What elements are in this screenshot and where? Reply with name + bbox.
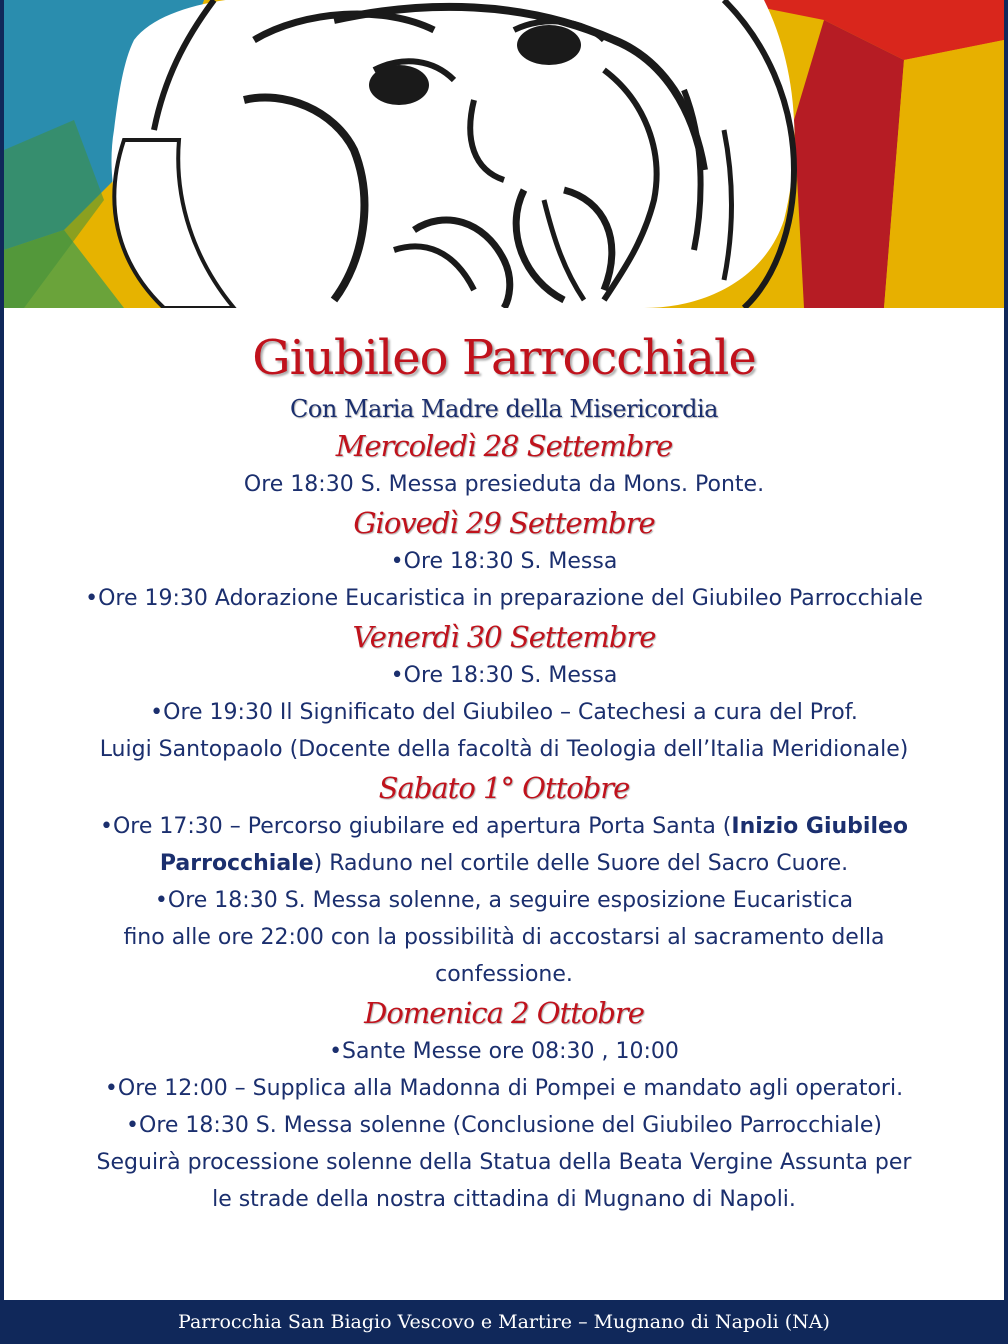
schedule-line: fino alle ore 22:00 con la possibilità di accostarsi al sacramento della [123,925,885,950]
schedule-line: •Ore 19:30 Adorazione Eucaristica in preparazione del Giubileo Parrocchiale [85,586,923,611]
day-heading: Domenica 2 Ottobre [364,996,644,1030]
day-sunday [4,993,1004,1218]
day-wednesday [4,426,1004,503]
day-friday [4,617,1004,768]
schedule-line: •Ore 19:30 Il Significato del Giubileo – Catechesi a cura del Prof. [150,700,858,725]
program [4,308,1004,1300]
schedule-text: •Ore 17:30 – Percorso giubilare ed apertura Porta Santa ( [99,814,732,839]
schedule-line: Ore 18:30 S. Messa presieduta da Mons. Ponte. [243,472,765,497]
schedule-line: Luigi Santopaolo (Docente della facoltà di Teologia dell’Italia Meridionale) [99,737,909,762]
day-heading: Giovedì 29 Settembre [353,506,655,540]
schedule-line: le strade della nostra cittadina di Mugnano di Napoli. [212,1187,796,1212]
schedule-emphasis: Parrocchiale [159,851,314,876]
schedule-text: ) Raduno nel cortile delle Suore del Sacro Cuore. [313,851,849,876]
schedule-line: •Ore 18:30 S. Messa solenne (Conclusione del Giubileo Parrocchiale) [126,1113,882,1138]
day-heading: Sabato 1° Ottobre [378,771,630,805]
day-thursday [4,503,1004,617]
schedule-emphasis: Inizio Giubileo [731,814,909,839]
day-heading: Venerdì 30 Settembre [352,620,656,654]
schedule-line [4,808,1004,845]
schedule-line: •Ore 18:30 S. Messa [390,663,618,688]
day-saturday [4,768,1004,993]
schedule-line: •Ore 18:30 S. Messa [390,549,618,574]
schedule-line: •Sante Messe ore 08:30 , 10:00 [329,1039,679,1064]
page-title: Giubileo Parrocchiale [252,330,756,386]
schedule-line: •Ore 12:00 – Supplica alla Madonna di Pompei e mandato agli operatori. [104,1076,904,1101]
schedule-line: Seguirà processione solenne della Statua della Beata Vergine Assunta per [96,1150,912,1175]
schedule-line [4,845,1004,882]
schedule-line: confessione. [435,962,573,987]
day-heading: Mercoledì 28 Settembre [335,429,673,463]
parish-footer: Parrocchia San Biagio Vescovo e Martire – Mugnano di Napoli (NA) [4,1300,1004,1344]
jubilee-logo-artwork [4,0,1004,308]
schedule-line: •Ore 18:30 S. Messa solenne, a seguire esposizione Eucaristica [154,888,854,913]
page-subtitle: Con Maria Madre della Misericordia [290,395,718,423]
